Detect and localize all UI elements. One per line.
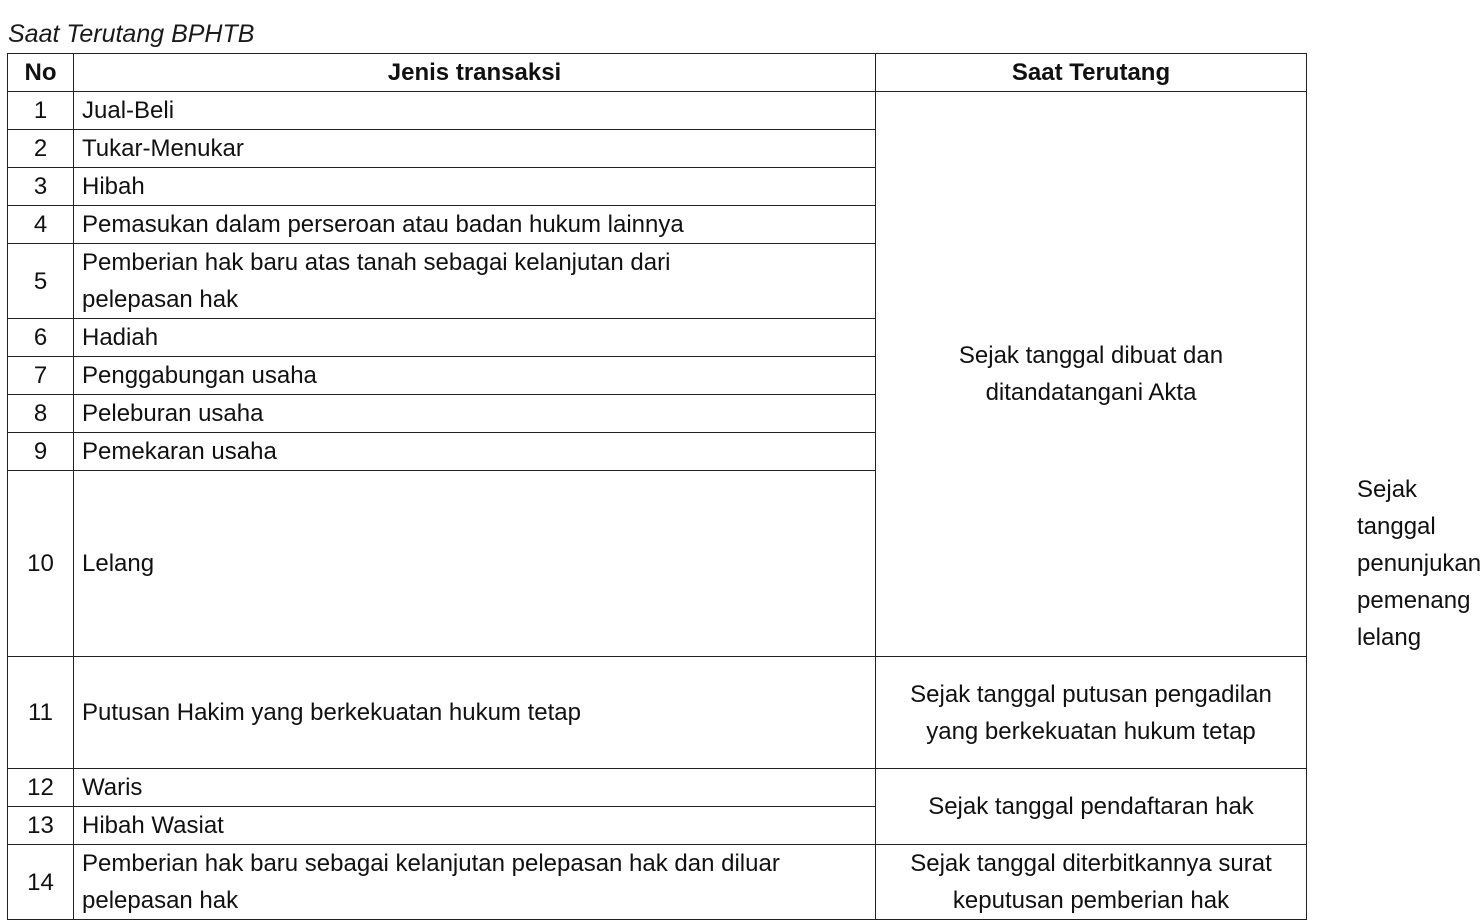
jenis-transaksi-cell: Penggabungan usaha [74,357,876,395]
jenis-transaksi-cell: Hadiah [74,319,876,357]
table-row [8,657,1307,769]
header-jenis-transaksi: Jenis transaksi [74,54,876,92]
table-header-row [8,54,1307,92]
jenis-transaksi-cell: Jual-Beli [74,92,876,130]
table-row [8,769,1307,807]
row-number: 10 [8,471,74,657]
header-no: No [8,54,74,92]
saat-terutang-cell: Sejak tanggal putusan pengadilan yang berkekuatan hukum tetap [876,657,1307,769]
table-row: 10 Lelang Sejak tanggal penunjukan pemenang lelang [8,471,1307,657]
row-number: 3 [8,168,74,206]
saat-terutang-table [7,53,1481,920]
row-number: 13 [8,807,74,845]
jenis-transaksi-cell: Pemekaran usaha [74,433,876,471]
saat-terutang-cell: Sejak tanggal diterbitkannya surat keputusan pemberian hak [876,845,1307,920]
row-number: 2 [8,130,74,168]
table-row [8,92,1307,130]
row-number: 14 [8,845,74,920]
row-number: 12 [8,769,74,807]
jenis-transaksi-cell: Pemberian hak baru atas tanah sebagai kelanjutan dari pelepasan hak [74,244,876,319]
row-number: 6 [8,319,74,357]
jenis-transaksi-cell: Peleburan usaha [74,395,876,433]
jenis-transaksi-cell: Lelang [74,471,876,657]
row-number: 11 [8,657,74,769]
jenis-transaksi-cell: Tukar-Menukar [74,130,876,168]
table-row [8,845,1307,920]
row-number: 4 [8,206,74,244]
saat-terutang-cell: Sejak tanggal dibuat dan ditandatangani Akta [876,92,1307,657]
jenis-transaksi-cell: Pemberian hak baru sebagai kelanjutan pelepasan hak dan diluar pelepasan hak [74,845,876,920]
jenis-transaksi-cell: Hibah [74,168,876,206]
jenis-transaksi-cell: Hibah Wasiat [74,807,876,845]
jenis-transaksi-cell: Pemasukan dalam perseroan atau badan hukum lainnya [74,206,876,244]
row-number: 1 [8,92,74,130]
row-number: 5 [8,244,74,319]
jenis-transaksi-cell: Waris [74,769,876,807]
row-number: 7 [8,357,74,395]
jenis-transaksi-cell: Putusan Hakim yang berkekuatan hukum tetap [74,657,876,769]
saat-terutang-cell: Sejak tanggal pendaftaran hak [876,769,1307,845]
row-number: 8 [8,395,74,433]
header-saat-terutang: Saat Terutang [876,54,1307,92]
table-caption: Saat Terutang BPHTB [8,20,255,48]
row-number: 9 [8,433,74,471]
